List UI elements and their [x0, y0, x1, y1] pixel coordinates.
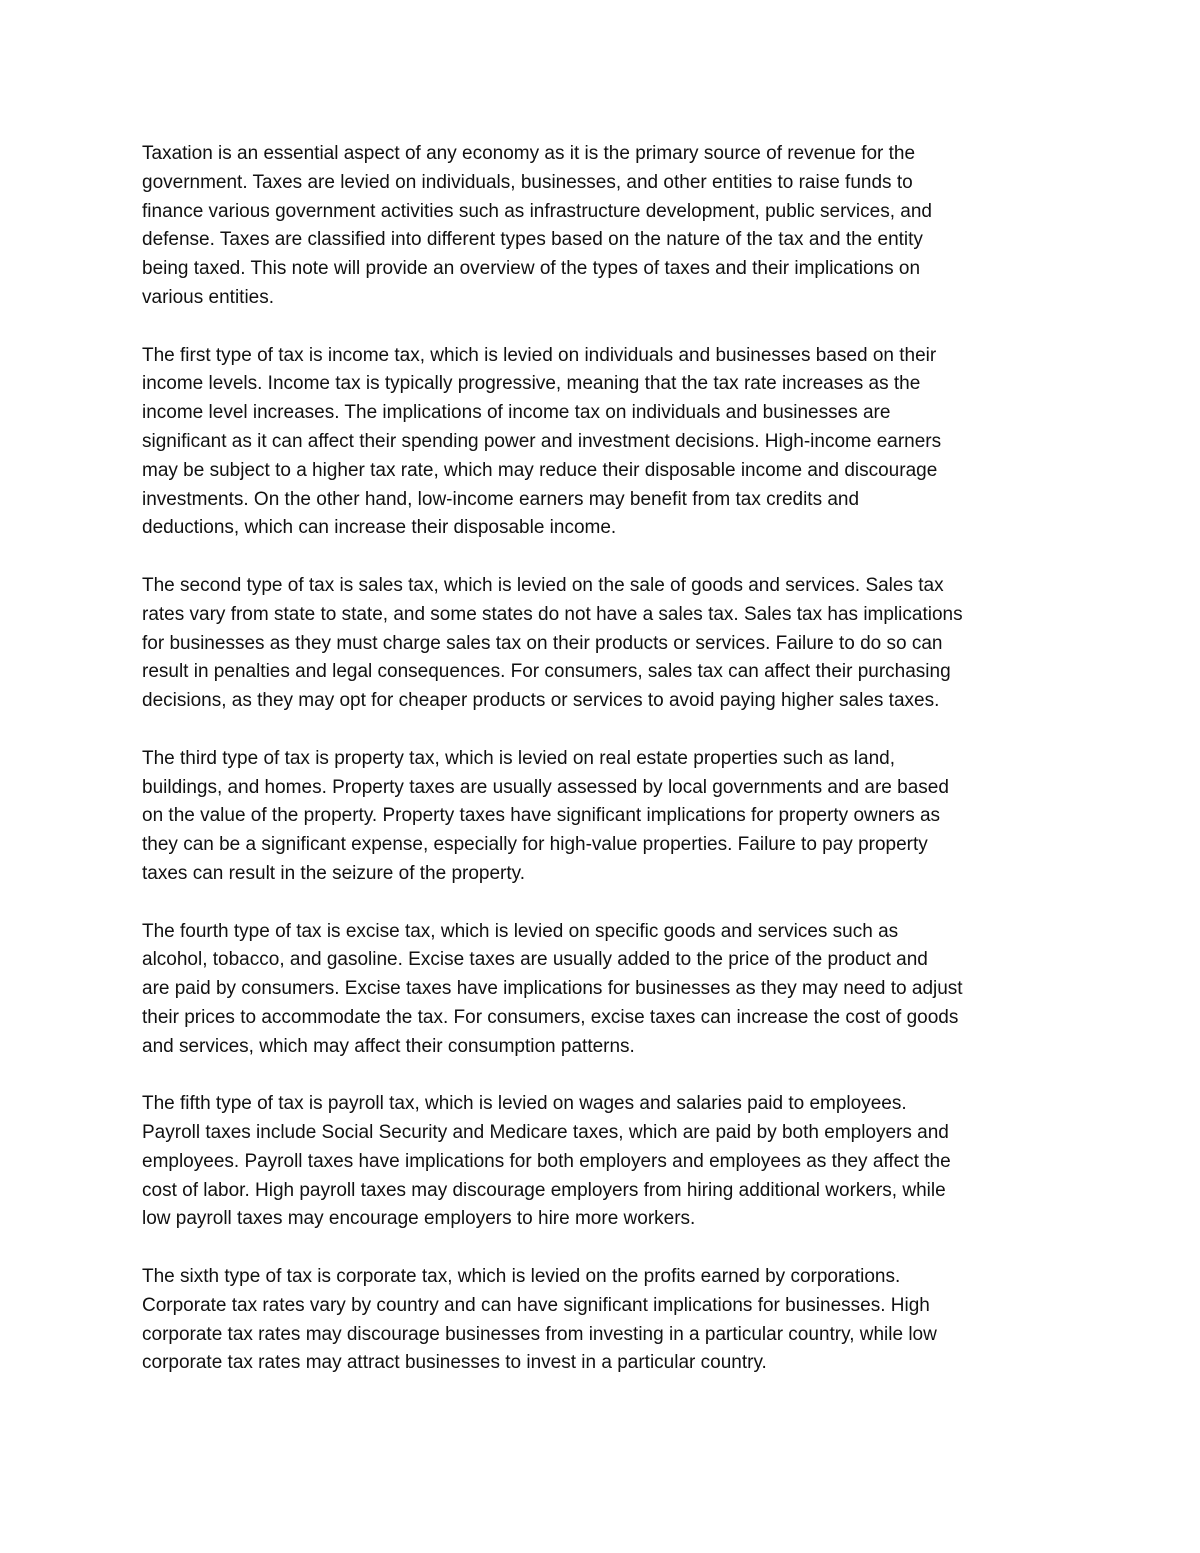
paragraph — [142, 342, 1067, 544]
text-line: being taxed. This note will provide an overview of the types of taxes and their implications on — [142, 258, 921, 280]
text-line: The third type of tax is property tax, which is levied on real estate properties such as land, — [142, 747, 895, 769]
text-line: Payroll taxes include Social Security and Medicare taxes, which are paid by both employers and — [142, 1122, 949, 1144]
text-line: rates vary from state to state, and some states do not have a sales tax. Sales tax has implications — [142, 603, 963, 625]
text-line: corporate tax rates may attract businesses to invest in a particular country. — [142, 1352, 767, 1374]
text-line: taxes can result in the seizure of the property. — [142, 862, 526, 884]
text-line: The fifth type of tax is payroll tax, which is levied on wages and salaries paid to employees. — [142, 1093, 907, 1115]
text-line: on the value of the property. Property taxes have significant implications for property owners as — [142, 805, 941, 827]
text-line: they can be a significant expense, especially for high-value properties. Failure to pay property — [142, 834, 928, 856]
text-line: The first type of tax is income tax, which is levied on individuals and businesses based on their — [142, 344, 937, 366]
text-line: Taxation is an essential aspect of any economy as it is the primary source of revenue for the — [142, 143, 916, 164]
text-line: may be subject to a higher tax rate, which may reduce their disposable income and discourage — [142, 459, 938, 481]
paragraph — [142, 140, 1067, 313]
paragraph — [142, 1090, 1067, 1234]
text-line: buildings, and homes. Property taxes are usually assessed by local governments and are based — [142, 776, 949, 798]
text-line: The fourth type of tax is excise tax, which is levied on specific goods and services such as — [142, 920, 899, 942]
text-line: result in penalties and legal consequences. For consumers, sales tax can affect their purchasing — [142, 661, 951, 683]
text-line: decisions, as they may opt for cheaper products or services to avoid paying higher sales taxes. — [142, 690, 940, 712]
text-line: finance various government activities such as infrastructure development, public services, and — [142, 200, 932, 222]
document-body — [142, 140, 1067, 1407]
text-line: significant as it can affect their spending power and investment decisions. High-income earners — [142, 430, 942, 452]
paragraph — [142, 918, 1067, 1062]
text-line: cost of labor. High payroll taxes may discourage employers from hiring additional workers, while — [142, 1179, 946, 1201]
text-line: their prices to accommodate the tax. For consumers, excise taxes can increase the cost of goods — [142, 1006, 959, 1028]
text-line: low payroll taxes may encourage employers to hire more workers. — [142, 1208, 696, 1230]
text-line: defense. Taxes are classified into different types based on the nature of the tax and the entity — [142, 229, 923, 251]
text-line: government. Taxes are levied on individuals, businesses, and other entities to raise funds to — [142, 171, 913, 193]
text-line: alcohol, tobacco, and gasoline. Excise taxes are usually added to the price of the product and — [142, 949, 928, 971]
text-line: Corporate tax rates vary by country and can have significant implications for businesses. High — [142, 1294, 930, 1316]
text-line: employees. Payroll taxes have implications for both employers and employees as they affect the — [142, 1150, 951, 1172]
paragraph — [142, 572, 1067, 716]
text-line: The second type of tax is sales tax, which is levied on the sale of goods and services. Sales tax — [142, 574, 944, 596]
paragraph — [142, 1263, 1067, 1378]
text-line: deductions, which can increase their disposable income. — [142, 517, 617, 539]
text-line: investments. On the other hand, low-income earners may benefit from tax credits and — [142, 488, 860, 510]
paragraph — [142, 745, 1067, 889]
text-line: The sixth type of tax is corporate tax, which is levied on the profits earned by corporations. — [142, 1266, 901, 1288]
text-line: various entities. — [142, 286, 275, 308]
text-line: corporate tax rates may discourage businesses from investing in a particular country, while low — [142, 1323, 937, 1345]
text-line: for businesses as they must charge sales tax on their products or services. Failure to do so can — [142, 632, 943, 654]
text-line: and services, which may affect their consumption patterns. — [142, 1035, 635, 1057]
text-line: income levels. Income tax is typically progressive, meaning that the tax rate increases as the — [142, 373, 921, 395]
text-line: income level increases. The implications of income tax on individuals and businesses are — [142, 402, 891, 424]
text-line: are paid by consumers. Excise taxes have implications for businesses as they may need to adjust — [142, 978, 963, 1000]
